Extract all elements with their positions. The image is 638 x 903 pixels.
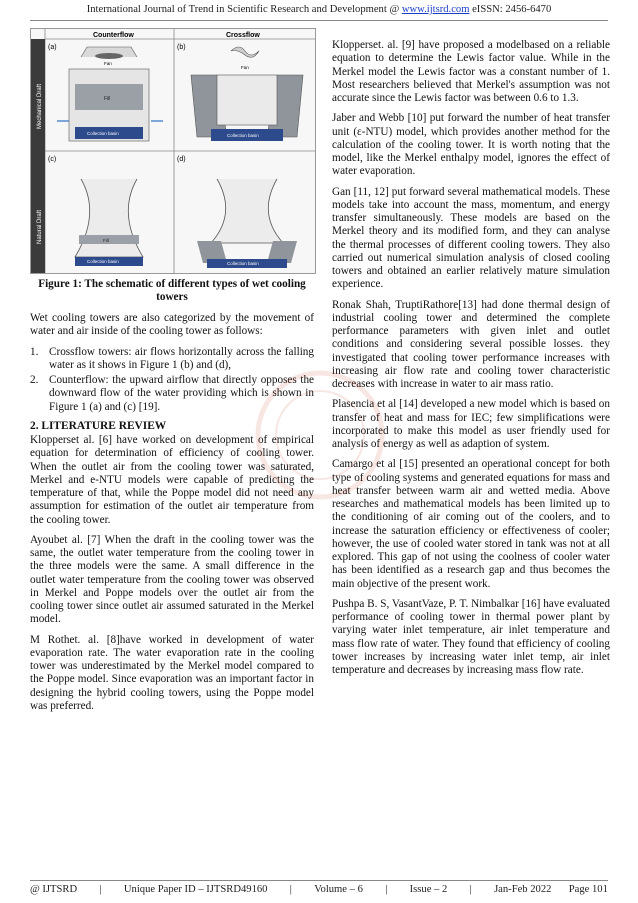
list-text: Crossflow towers: air flows horizontally across the falling water as it shows in Figure 1 (b) and (d),	[49, 345, 314, 371]
paragraph: Gan [11, 12] put forward several mathematical models. These models take into account the mass, momentum, and energy transfer simultaneously. These models are based on the Merkel theory and its modified form, and they can analyse the thermal processes of different cooling towers. They also carried out numerical simulation analysis of closed cooling towers and obtained an earlier relatively mature simulation experience.	[332, 185, 610, 291]
col-title-counterflow: Counterflow	[93, 32, 134, 39]
list-item	[30, 374, 314, 414]
cooling-tower-schematic	[31, 29, 315, 273]
panel-label-a: (a)	[48, 44, 57, 51]
footer-volume: Volume – 6	[314, 884, 363, 895]
footer-page: Page 101	[568, 884, 608, 895]
panel-c-basin-label: Collection basin	[87, 259, 119, 264]
journal-url-link[interactable]: www.ijtsrd.com	[401, 4, 470, 15]
cooling-tower-figure	[30, 28, 316, 274]
panel-b-fan-label: Fan	[241, 65, 249, 70]
panel-label-d: (d)	[177, 156, 186, 163]
list-item	[30, 346, 314, 373]
intro-paragraph: Wet cooling towers are also categorized by the movement of water and air inside of the cooling tower as follows:	[30, 312, 314, 338]
running-footer: @ IJTSRD | Unique Paper ID – IJTSRD49160 | Volume – 6 | Issue – 2 | Jan-Feb 2022 Page 101	[30, 884, 608, 895]
panel-b-basin-label: Collection basin	[227, 133, 259, 138]
panel-c-fill-label: Fill	[103, 238, 109, 243]
panel-a-fan-label: Fan	[104, 61, 112, 66]
footer-issue: Issue – 2	[409, 884, 448, 895]
panel-d-basin-label: Collection basin	[227, 261, 259, 266]
row-title-mechanical: Mechanical Draft	[37, 83, 43, 129]
panel-a-fill-label: Fill	[104, 96, 111, 102]
paragraph: Jaber and Webb [10] put forward the number of heat transfer unit (ε-NTU) model, which provides another method for the calculation of the cooling tower. It is worth noting that the model, like the Merkel enthalpy model, ignores the effect of water evaporation.	[332, 112, 610, 178]
flow-type-list	[30, 346, 314, 414]
list-number: 2.	[30, 374, 39, 386]
figure-caption: Figure 1: The schematic of different types of wet cooling towers	[38, 278, 306, 303]
list-number: 1.	[30, 345, 39, 358]
footer-paper-id: Unique Paper ID – IJTSRD49160	[123, 884, 268, 895]
footer-journal: @ IJTSRD	[30, 884, 78, 895]
section-heading: 2. LITERATURE REVIEW	[30, 419, 167, 432]
paragraph: Camargo et al [15] presented an operational concept for both type of cooling systems and generated equations for mass and heat transfer between warm air and wetted media. Above researches and mathematical models has been limited up to the conditioning of air coming out of the coolers, and to increase the saturation efficiency or effectiveness of cooler; however, the use of cooled water stored in tank was not at all explored. This gap of not using the coolness of cooler water has been identified as a research gap and thus becomes the main objective of the present work.	[332, 458, 610, 590]
paragraph: Pushpa B. S, VasantVaze, P. T. Nimbalkar [16] have evaluated performance of cooling tower in thermal power plant by varying water inlet temperature, air inlet temperature and mass flow rate of water. They found that efficiency of cooling tower increases by increasing water inlet temp, air inlet temperature and decreases by increasing mass flow rate.	[332, 597, 610, 676]
paragraph: Ronak Shah, TruptiRathore[13] had done thermal design of industrial cooling tower and determined the complete performance parameters with given inlet and outlet conditions and considering several possible losses. they investigated that cooling tower performance increases with increasing air flow rate and cooling tower characteristic decreases with increase in water to air mass ratio.	[332, 298, 610, 390]
paragraph: Plasencia et al [14] developed a new model which is based on transfer of heat and mass for IEC; few simplifications were incorporated to make this model as user friendly used for analysis of energy as well as adaption of system.	[332, 398, 610, 450]
right-column	[332, 39, 610, 684]
paragraph: M Rothet. al. [8]have worked in development of water evaporation rate. The water evaporation rate in the cooling tower was underestimated by the Merkel model compared to the Poppe model. Since evaporation was an important factor in designing the hybrid cooling towers, using the Poppe model was preferred.	[30, 633, 314, 712]
panel-label-b: (b)	[177, 44, 186, 51]
footer-rule	[30, 880, 608, 881]
issn: eISSN: 2456-6470	[472, 4, 552, 15]
list-text: Counterflow: the upward airflow that directly opposes the downward flow of the water providing which is shown in Figure 1 (a) and (c) [19].	[49, 374, 314, 413]
running-header	[0, 4, 638, 15]
header-rule	[30, 20, 608, 21]
paragraph: Klopperset. al. [9] have proposed a modelbased on a reliable equation to determine the Lewis factor value. While in the Merkel model the Lewis factor was a constant number of 1. Most researchers believed that Merkel's assumption was not accurate since the Lewis factor was between 0.6 to 1.3.	[332, 39, 610, 104]
col-title-crossflow: Crossflow	[226, 32, 260, 39]
paragraph: Klopperset al. [6] have worked on development of empirical equation for determination of efficiency of cooling tower. When the outlet air from the cooling tower was saturated, Merkel and e-NTU models were capable of predicting the temperature of that, while the Poppe model did not need any assumption for estimation of the outlet air temperature from the cooling tower.	[30, 434, 314, 526]
footer-date: Jan-Feb 2022	[494, 884, 552, 895]
panel-label-c: (c)	[48, 156, 57, 163]
row-title-natural: Natural Draft	[37, 209, 43, 244]
paragraph: Ayoubet al. [7] When the draft in the cooling tower was the same, the outlet water temperature from the cooling tower in the three models were the same. A small difference in the outlet water temperature from the cooling tower was observed in Merkel and Poppe models over the outlet air from the cooling tower since outlet air assumed saturated in the Merkel model.	[30, 533, 314, 626]
panel-a-basin-label: Collection basin	[87, 131, 119, 136]
journal-name: International Journal of Trend in Scientific Research and Development @	[86, 4, 400, 15]
left-column	[30, 28, 314, 720]
